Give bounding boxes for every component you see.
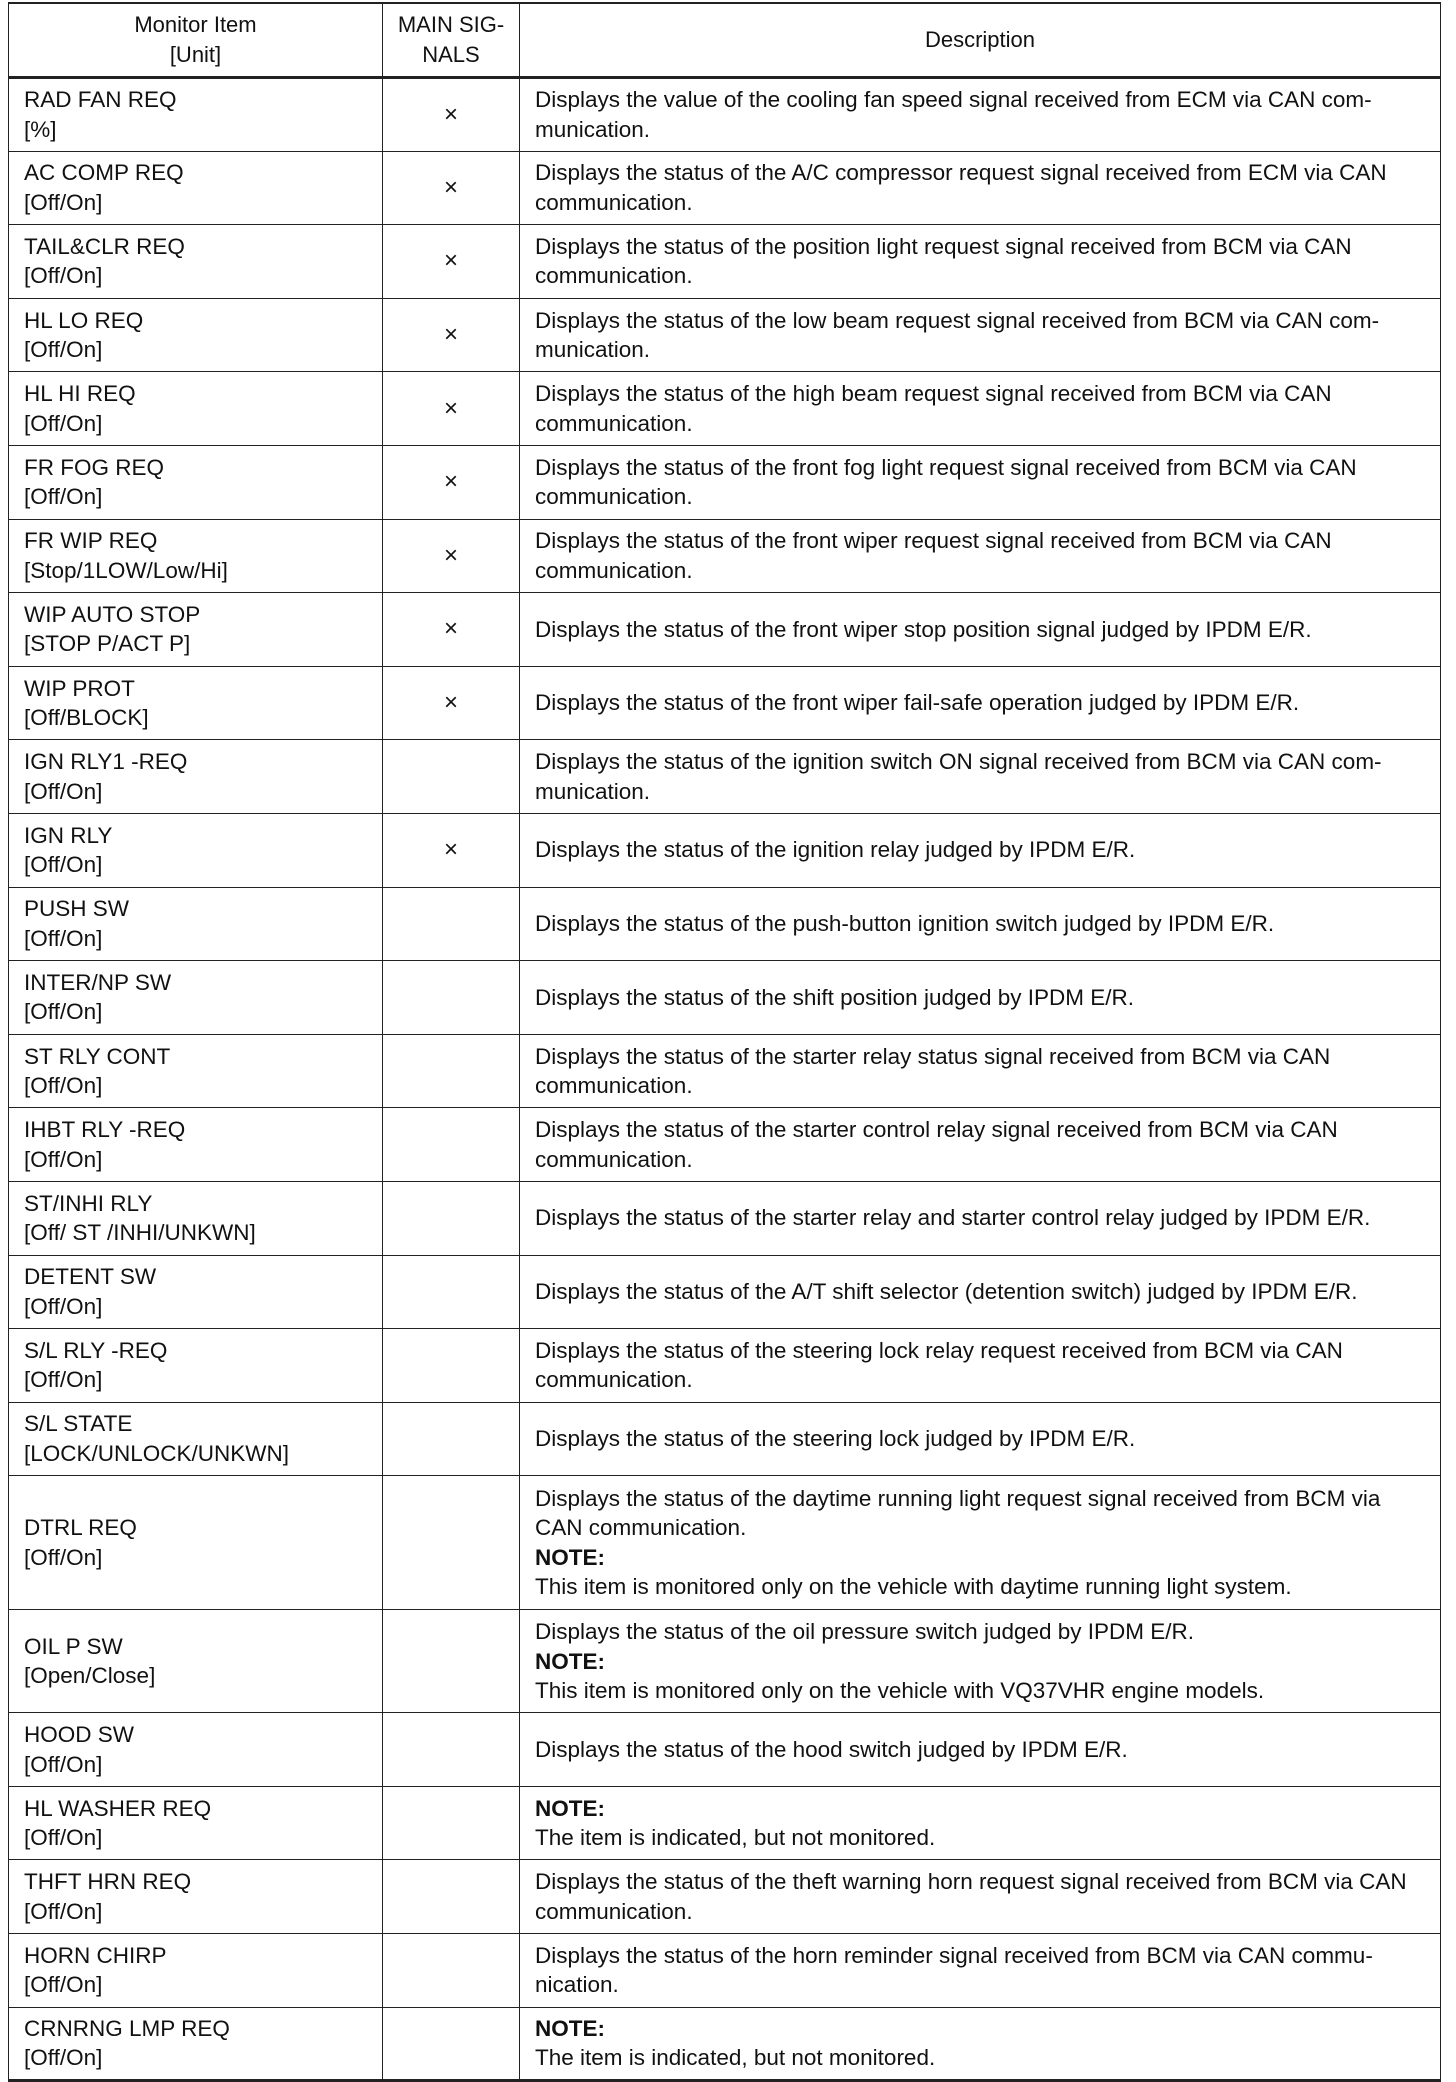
monitor-item-table: [8, 2, 1441, 2082]
monitor-item-unit: [Off/On]: [24, 189, 103, 215]
main-signal-mark: ×: [383, 151, 520, 225]
monitor-item-cell: [9, 1934, 383, 2008]
description-text: Displays the status of the front fog light request signal received from BCM via CAN communication.: [535, 454, 1357, 510]
description-cell: [520, 740, 1441, 814]
table-body: [9, 78, 1441, 2081]
main-signal-mark: [383, 961, 520, 1035]
monitor-item-unit: [Off/On]: [24, 2045, 103, 2071]
monitor-item-unit: [Off/BLOCK]: [24, 705, 149, 731]
table-row: [9, 813, 1441, 887]
description-cell: [520, 666, 1441, 740]
monitor-item-name: ST RLY CONT: [24, 1043, 171, 1069]
monitor-item-cell: [9, 298, 383, 372]
monitor-item-unit: [Off/On]: [24, 1146, 103, 1172]
table-row: [9, 225, 1441, 299]
main-signal-mark: [383, 1329, 520, 1403]
table-row: [9, 740, 1441, 814]
description-text: Displays the status of the front wiper fail-safe operation judged by IPDM E/R.: [535, 690, 1300, 716]
description-text: Displays the status of the daytime running light request signal received from BCM via CAN communication.: [535, 1485, 1381, 1541]
main-signal-mark: [383, 1476, 520, 1610]
monitor-item-name: HOOD SW: [24, 1722, 134, 1748]
monitor-item-name: HORN CHIRP: [24, 1942, 167, 1968]
main-signal-mark: [383, 1860, 520, 1934]
main-signal-mark: [383, 2007, 520, 2081]
description-cell: [520, 445, 1441, 519]
main-signal-mark: ×: [383, 78, 520, 152]
monitor-item-cell: [9, 519, 383, 593]
description-cell: [520, 1108, 1441, 1182]
monitor-item-unit: [Off/On]: [24, 1544, 103, 1570]
monitor-item-unit: [Off/On]: [24, 1751, 103, 1777]
monitor-item-unit: [LOCK/UNLOCK/UNKWN]: [24, 1440, 290, 1466]
description-cell: [520, 813, 1441, 887]
monitor-item-name: S/L STATE: [24, 1411, 133, 1437]
description-cell: [520, 1329, 1441, 1403]
monitor-item-cell: [9, 1860, 383, 1934]
monitor-item-cell: [9, 372, 383, 446]
table-row: [9, 2007, 1441, 2081]
monitor-item-name: DETENT SW: [24, 1264, 157, 1290]
table-row: [9, 1476, 1441, 1610]
description-header: Description: [520, 3, 1441, 78]
table-row: [9, 372, 1441, 446]
main-signal-mark: [383, 1181, 520, 1255]
monitor-item-name: CRNRNG LMP REQ: [24, 2015, 230, 2041]
monitor-item-name: IGN RLY1 -REQ: [24, 749, 188, 775]
description-cell: [520, 1034, 1441, 1108]
monitor-item-name: WIP PROT: [24, 675, 135, 701]
monitor-item-unit: [Off/On]: [24, 852, 103, 878]
monitor-item-unit: [Off/On]: [24, 925, 103, 951]
monitor-item-header: [9, 3, 383, 78]
description-text: Displays the status of the oil pressure switch judged by IPDM E/R.: [535, 1619, 1195, 1645]
monitor-item-name: OIL P SW: [24, 1633, 123, 1659]
description-cell: [520, 1860, 1441, 1934]
description-cell: [520, 519, 1441, 593]
monitor-item-name: FR FOG REQ: [24, 454, 164, 480]
description-cell: [520, 887, 1441, 961]
main-signal-mark: [383, 1034, 520, 1108]
description-text: Displays the value of the cooling fan speed signal received from ECM via CAN com-munication.: [535, 87, 1372, 142]
monitor-item-cell: [9, 2007, 383, 2081]
main-signal-mark: [383, 1108, 520, 1182]
note-label: NOTE:: [535, 1795, 605, 1821]
description-text: Displays the status of the A/T shift selector (detention switch) judged by IPDM E/R.: [535, 1279, 1358, 1305]
description-cell: [520, 1402, 1441, 1476]
table-row: [9, 1108, 1441, 1182]
monitor-item-name: HL HI REQ: [24, 381, 136, 407]
monitor-item-unit: [Off/On]: [24, 1898, 103, 1924]
description-cell: [520, 1786, 1441, 1860]
description-text: Displays the status of the starter relay status signal received from BCM via CAN communication.: [535, 1043, 1331, 1099]
note-text: This item is monitored only on the vehicle with daytime running light system.: [535, 1574, 1292, 1600]
description-cell: [520, 1610, 1441, 1713]
description-text: Displays the status of the front wiper request signal received from BCM via CAN communication.: [535, 528, 1332, 583]
table-row: [9, 961, 1441, 1035]
monitor-item-name: THFT HRN REQ: [24, 1869, 192, 1895]
main-signal-mark: ×: [383, 372, 520, 446]
monitor-item-cell: [9, 1181, 383, 1255]
monitor-item-name: INTER/NP SW: [24, 969, 172, 995]
monitor-item-cell: [9, 1713, 383, 1787]
description-text: Displays the status of the starter control relay signal received from BCM via CAN communication.: [535, 1117, 1338, 1172]
monitor-item-unit: [Off/On]: [24, 1073, 103, 1099]
description-cell: [520, 372, 1441, 446]
monitor-item-cell: [9, 666, 383, 740]
monitor-item-cell: [9, 593, 383, 667]
description-text: Displays the status of the position light request signal received from BCM via CAN communication.: [535, 233, 1352, 289]
main-signals-header: [383, 3, 520, 78]
description-cell: [520, 151, 1441, 225]
monitor-item-unit: [STOP P/ACT P]: [24, 631, 191, 657]
main-signal-mark: ×: [383, 225, 520, 299]
monitor-item-unit: [%]: [24, 116, 57, 142]
monitor-item-name: PUSH SW: [24, 896, 130, 922]
monitor-item-name: HL LO REQ: [24, 307, 144, 333]
main-signals-header-line2: NALS: [422, 42, 480, 67]
monitor-item-cell: [9, 1255, 383, 1329]
monitor-item-header-line1: Monitor Item: [134, 12, 257, 37]
description-text: Displays the status of the shift position judged by IPDM E/R.: [535, 984, 1135, 1010]
description-cell: [520, 1476, 1441, 1610]
monitor-item-unit: [Off/On]: [24, 1293, 103, 1319]
monitor-item-cell: [9, 740, 383, 814]
main-signal-mark: [383, 1934, 520, 2008]
description-text: Displays the status of the steering lock relay request received from BCM via CAN communication.: [535, 1337, 1343, 1393]
monitor-item-unit: [Off/On]: [24, 263, 103, 289]
description-text: Displays the status of the high beam request signal received from BCM via CAN communication.: [535, 381, 1332, 436]
monitor-item-cell: [9, 225, 383, 299]
description-text: Displays the status of the A/C compressor request signal received from ECM via CAN communication.: [535, 160, 1387, 215]
monitor-item-name: AC COMP REQ: [24, 160, 184, 186]
table-row: [9, 1610, 1441, 1713]
monitor-item-cell: [9, 1786, 383, 1860]
monitor-item-unit: [Off/On]: [24, 999, 103, 1025]
description-cell: [520, 2007, 1441, 2081]
monitor-item-name: TAIL&CLR REQ: [24, 233, 185, 259]
table-row: [9, 78, 1441, 152]
monitor-item-unit: [Off/On]: [24, 410, 103, 436]
table-row: [9, 1034, 1441, 1108]
table-header-row: [9, 3, 1441, 78]
monitor-item-cell: [9, 1476, 383, 1610]
description-text: Displays the status of the starter relay and starter control relay judged by IPDM E/R.: [535, 1205, 1371, 1231]
monitor-item-cell: [9, 961, 383, 1035]
description-text: Displays the status of the push-button ignition switch judged by IPDM E/R.: [535, 911, 1275, 937]
table-row: [9, 1402, 1441, 1476]
description-cell: [520, 1934, 1441, 2008]
monitor-item-name: DTRL REQ: [24, 1515, 137, 1541]
table-row: [9, 151, 1441, 225]
table-row: [9, 666, 1441, 740]
description-cell: [520, 225, 1441, 299]
monitor-item-unit: [Off/On]: [24, 1972, 103, 1998]
monitor-item-cell: [9, 1610, 383, 1713]
table-row: [9, 298, 1441, 372]
note-label: NOTE:: [535, 2015, 605, 2041]
monitor-item-cell: [9, 887, 383, 961]
monitor-item-name: S/L RLY -REQ: [24, 1337, 168, 1363]
description-text: Displays the status of the ignition switch ON signal received from BCM via CAN com-munication.: [535, 749, 1382, 804]
description-text: Displays the status of the hood switch judged by IPDM E/R.: [535, 1736, 1128, 1762]
monitor-item-cell: [9, 151, 383, 225]
note-text: This item is monitored only on the vehicle with VQ37VHR engine models.: [535, 1678, 1265, 1704]
main-signal-mark: ×: [383, 445, 520, 519]
description-text: Displays the status of the theft warning horn request signal received from BCM via CAN communication.: [535, 1869, 1407, 1924]
main-signal-mark: [383, 1402, 520, 1476]
description-text: Displays the status of the horn reminder signal received from BCM via CAN commu-nication.: [535, 1942, 1373, 1998]
monitor-item-name: RAD FAN REQ: [24, 87, 177, 113]
main-signal-mark: ×: [383, 813, 520, 887]
main-signal-mark: [383, 1713, 520, 1787]
description-text: Displays the status of the steering lock judged by IPDM E/R.: [535, 1426, 1136, 1452]
table-row: [9, 1255, 1441, 1329]
table-row: [9, 1786, 1441, 1860]
monitor-item-cell: [9, 1034, 383, 1108]
main-signal-mark: [383, 1786, 520, 1860]
description-cell: [520, 961, 1441, 1035]
main-signal-mark: ×: [383, 593, 520, 667]
monitor-item-cell: [9, 445, 383, 519]
monitor-item-name: WIP AUTO STOP: [24, 601, 201, 627]
monitor-item-unit: [Off/On]: [24, 1825, 103, 1851]
table-row: [9, 445, 1441, 519]
monitor-item-unit: [Stop/1LOW/Low/Hi]: [24, 557, 228, 583]
monitor-item-unit: [Off/On]: [24, 484, 103, 510]
description-cell: [520, 1255, 1441, 1329]
monitor-item-cell: [9, 78, 383, 152]
note-label: NOTE:: [535, 1544, 605, 1570]
main-signal-mark: [383, 740, 520, 814]
monitor-item-cell: [9, 1329, 383, 1403]
table-row: [9, 887, 1441, 961]
monitor-item-unit: [Off/On]: [24, 337, 103, 363]
monitor-item-cell: [9, 813, 383, 887]
monitor-item-name: HL WASHER REQ: [24, 1795, 212, 1821]
main-signal-mark: [383, 887, 520, 961]
note-text: The item is indicated, but not monitored.: [535, 2045, 936, 2071]
table-row: [9, 1713, 1441, 1787]
description-cell: [520, 298, 1441, 372]
main-signal-mark: ×: [383, 666, 520, 740]
main-signal-mark: ×: [383, 519, 520, 593]
description-cell: [520, 593, 1441, 667]
description-cell: [520, 1181, 1441, 1255]
monitor-item-unit: [Off/ ST /INHI/UNKWN]: [24, 1220, 256, 1246]
main-signal-mark: [383, 1610, 520, 1713]
description-text: Displays the status of the low beam request signal received from BCM via CAN com-munication.: [535, 307, 1380, 363]
monitor-item-name: IGN RLY: [24, 822, 113, 848]
table-row: [9, 1181, 1441, 1255]
note-label: NOTE:: [535, 1648, 605, 1674]
table-row: [9, 1934, 1441, 2008]
note-text: The item is indicated, but not monitored.: [535, 1825, 936, 1851]
description-text: Displays the status of the front wiper stop position signal judged by IPDM E/R.: [535, 616, 1312, 642]
monitor-item-unit: [Off/On]: [24, 1367, 103, 1393]
description-cell: [520, 78, 1441, 152]
description-cell: [520, 1713, 1441, 1787]
monitor-item-cell: [9, 1402, 383, 1476]
main-signal-mark: [383, 1255, 520, 1329]
main-signals-header-line1: MAIN SIG-: [397, 12, 505, 37]
main-signal-mark: ×: [383, 298, 520, 372]
monitor-item-header-line2: [Unit]: [169, 42, 222, 67]
monitor-item-unit: [Off/On]: [24, 778, 103, 804]
monitor-item-unit: [Open/Close]: [24, 1663, 156, 1689]
description-text: Displays the status of the ignition relay judged by IPDM E/R.: [535, 837, 1136, 863]
monitor-item-name: ST/INHI RLY: [24, 1190, 153, 1216]
monitor-item-cell: [9, 1108, 383, 1182]
table-row: [9, 1329, 1441, 1403]
monitor-item-name: IHBT RLY -REQ: [24, 1117, 186, 1143]
table-row: [9, 519, 1441, 593]
table-row: [9, 1860, 1441, 1934]
table-row: [9, 593, 1441, 667]
monitor-item-name: FR WIP REQ: [24, 528, 158, 554]
